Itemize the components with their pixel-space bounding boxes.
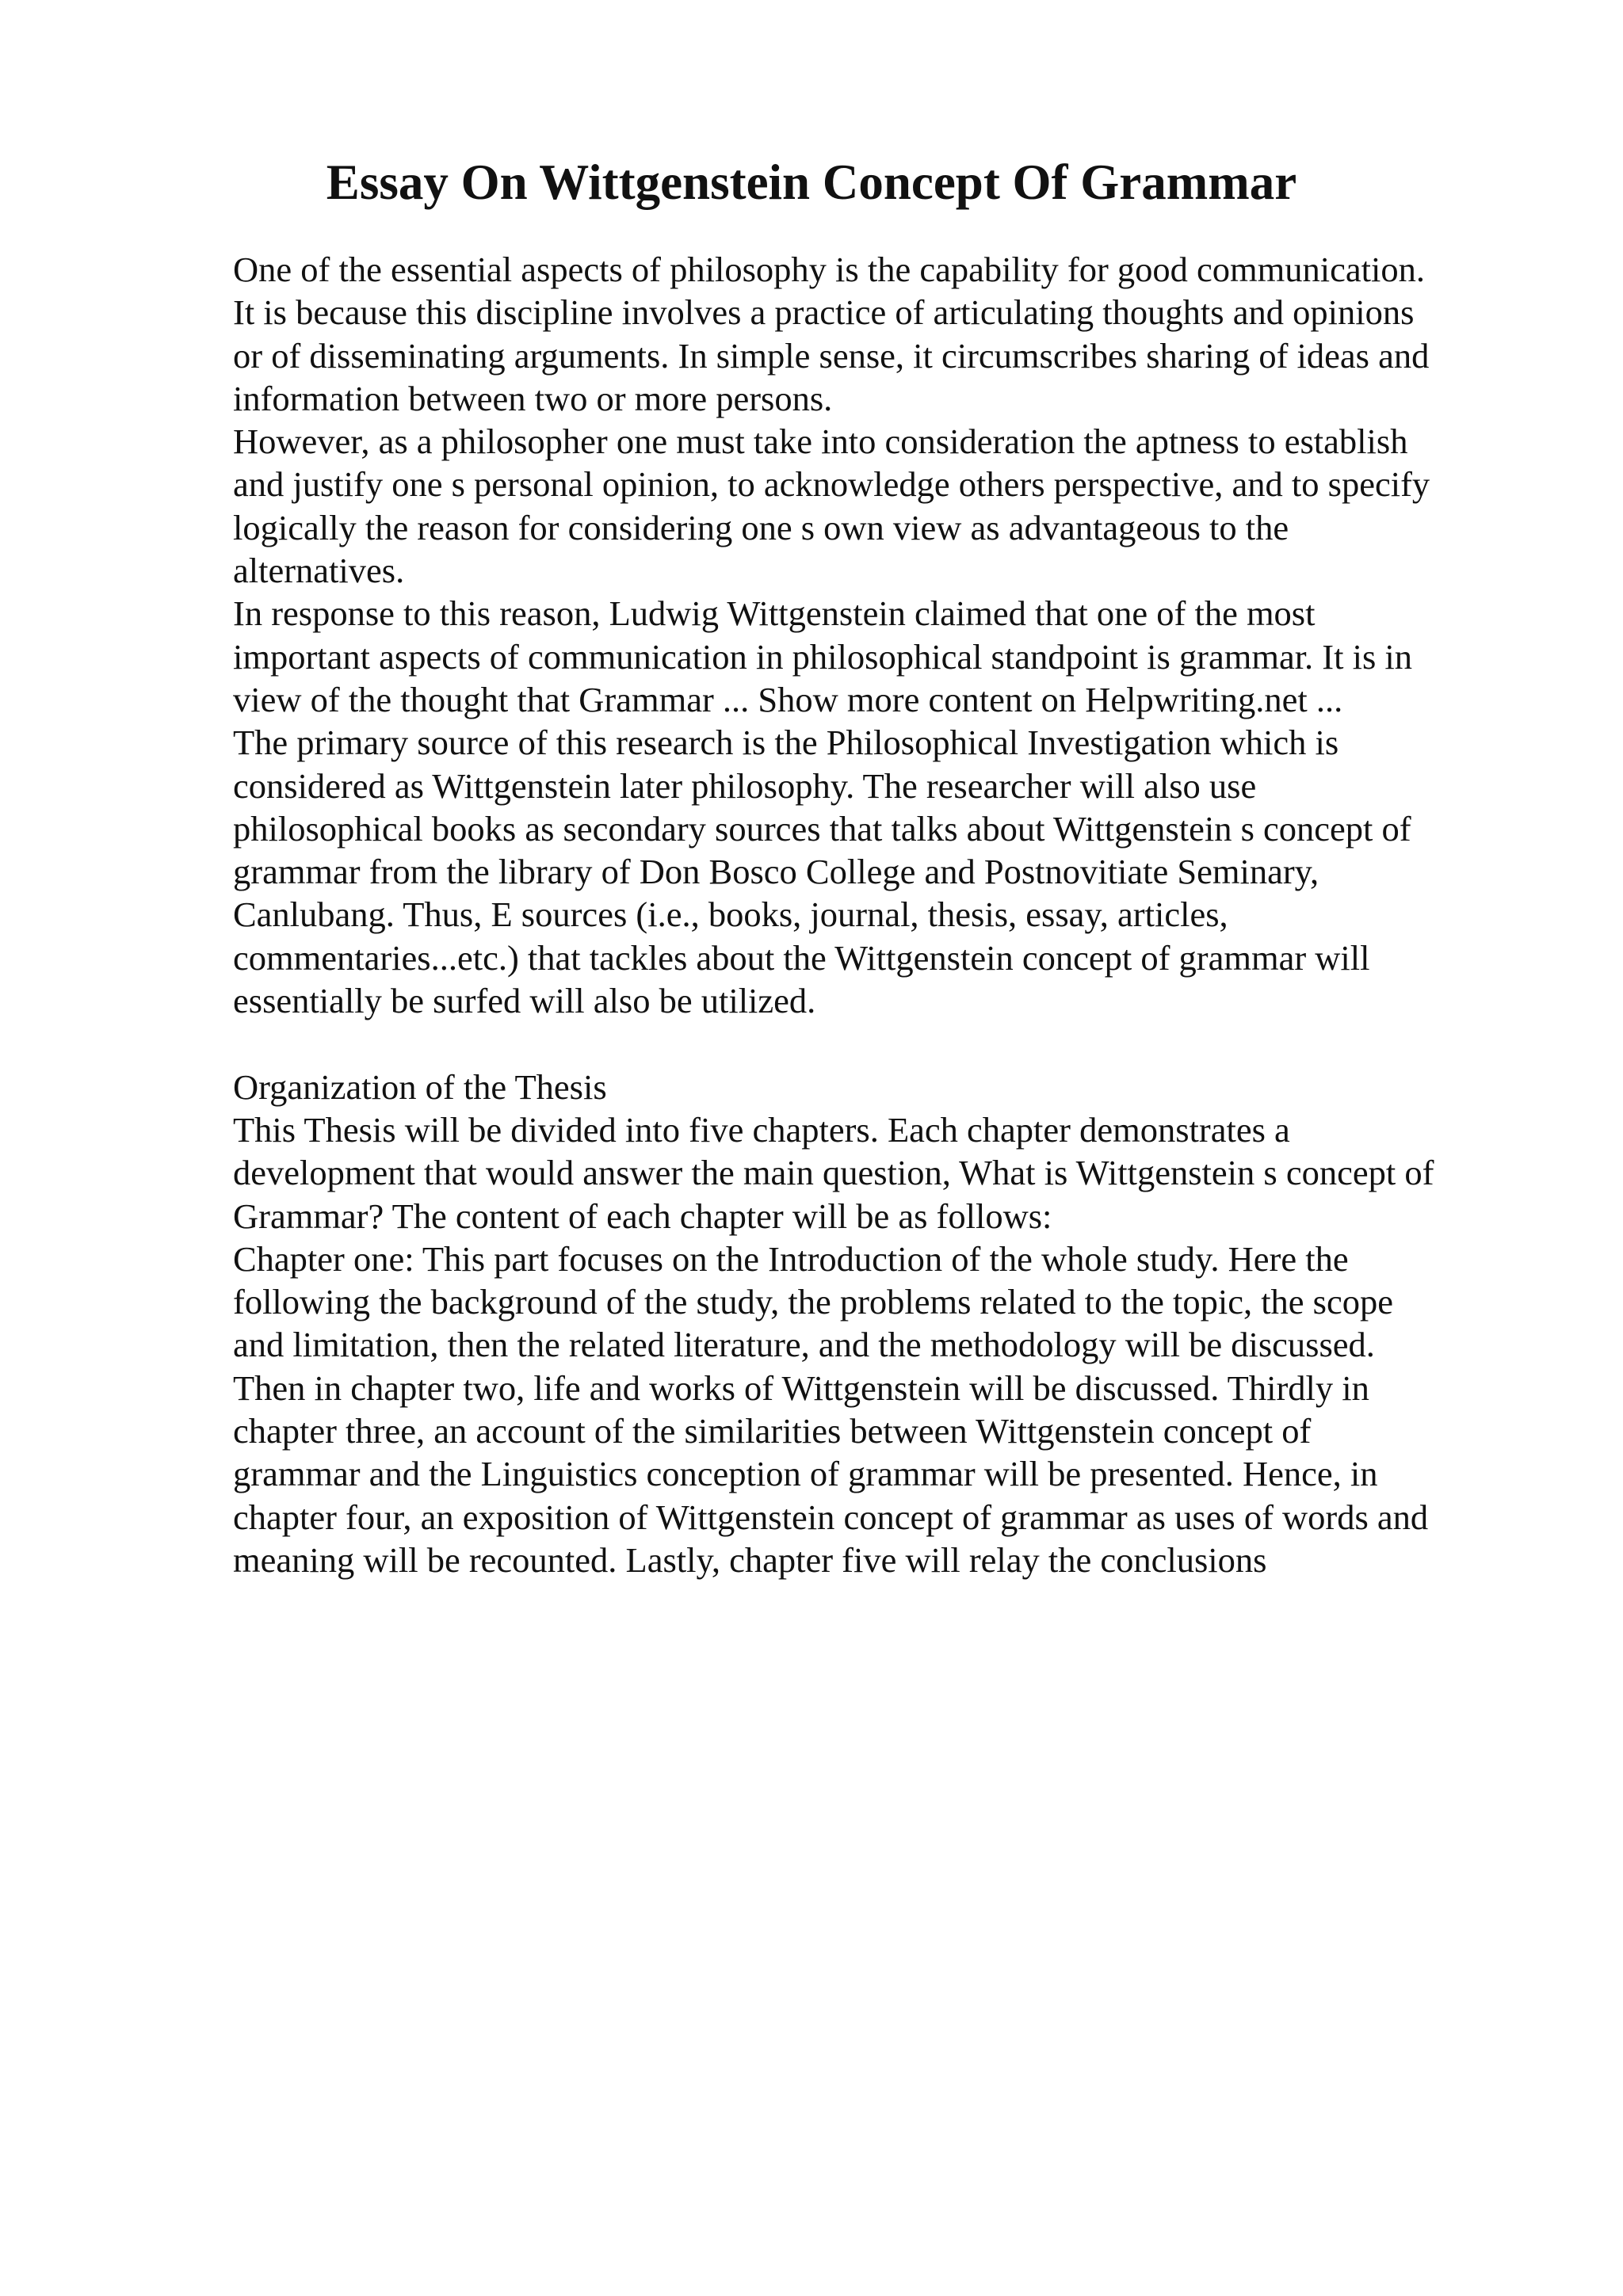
body-line: meaning will be recounted. Lastly, chapter five will relay the conclusions	[233, 1539, 1267, 1580]
body-line: alternatives.	[233, 551, 405, 591]
body-line: information between two or more persons.	[233, 378, 833, 418]
body-line: However, as a philosopher one must take into consideration the aptness to establish	[233, 421, 1408, 462]
body-line: This Thesis will be divided into five chapters. Each chapter demonstrates a	[233, 1109, 1290, 1150]
body-line: and justify one s personal opinion, to acknowledge others perspective, and to specify	[233, 464, 1430, 505]
body-line: Chapter one: This part focuses on the Introduction of the whole study. Here the	[233, 1238, 1349, 1279]
document-body	[233, 248, 1596, 1581]
body-line: It is because this discipline involves a practice of articulating thoughts and opinions	[233, 292, 1415, 333]
body-line: philosophical books as secondary sources that talks about Wittgenstein s concept of	[233, 808, 1411, 849]
body-line: essentially be surfed will also be utilized.	[233, 981, 816, 1021]
body-line: One of the essential aspects of philosophy is the capability for good communication.	[233, 250, 1426, 289]
body-line: following the background of the study, the problems related to the topic, the scope	[233, 1282, 1394, 1322]
body-line: The primary source of this research is the Philosophical Investigation which is	[233, 723, 1339, 763]
body-line: chapter three, an account of the similarities between Wittgenstein concept of	[233, 1411, 1312, 1451]
body-line: and limitation, then the related literature, and the methodology will be discussed.	[233, 1325, 1375, 1365]
body-line: or of disseminating arguments. In simple sense, it circumscribes sharing of ideas and	[233, 335, 1430, 376]
body-line: commentaries...etc.) that tackles about the Wittgenstein concept of grammar will	[233, 937, 1370, 978]
body-line: In response to this reason, Ludwig Wittgenstein claimed that one of the most	[233, 593, 1316, 634]
body-line: development that would answer the main question, What is Wittgenstein s concept of	[233, 1153, 1434, 1193]
body-line: considered as Wittgenstein later philosophy. The researcher will also use	[233, 765, 1257, 806]
body-line: grammar from the library of Don Bosco College and Postnovitiate Seminary,	[233, 852, 1319, 892]
body-line: Grammar? The content of each chapter will be as follows:	[233, 1196, 1052, 1236]
body-line: Then in chapter two, life and works of Wittgenstein will be discussed. Thirdly in	[233, 1367, 1369, 1408]
body-line: view of the thought that Grammar ... Show more content on Helpwriting.net ...	[233, 679, 1343, 719]
body-line: logically the reason for considering one s own view as advantageous to the	[233, 507, 1289, 547]
body-line: Organization of the Thesis	[233, 1066, 607, 1107]
body-line: grammar and the Linguistics conception of grammar will be presented. Hence, in	[233, 1454, 1378, 1494]
body-line: Canlubang. Thus, E sources (i.e., books, journal, thesis, essay, articles,	[233, 894, 1228, 935]
blank-line	[233, 1022, 1596, 1065]
document-title: Essay On Wittgenstein Concept Of Grammar	[326, 154, 1297, 210]
body-line: chapter four, an exposition of Wittgenstein concept of grammar as uses of words and	[233, 1497, 1429, 1537]
body-line: important aspects of communication in philosophical standpoint is grammar. It is in	[233, 636, 1413, 677]
